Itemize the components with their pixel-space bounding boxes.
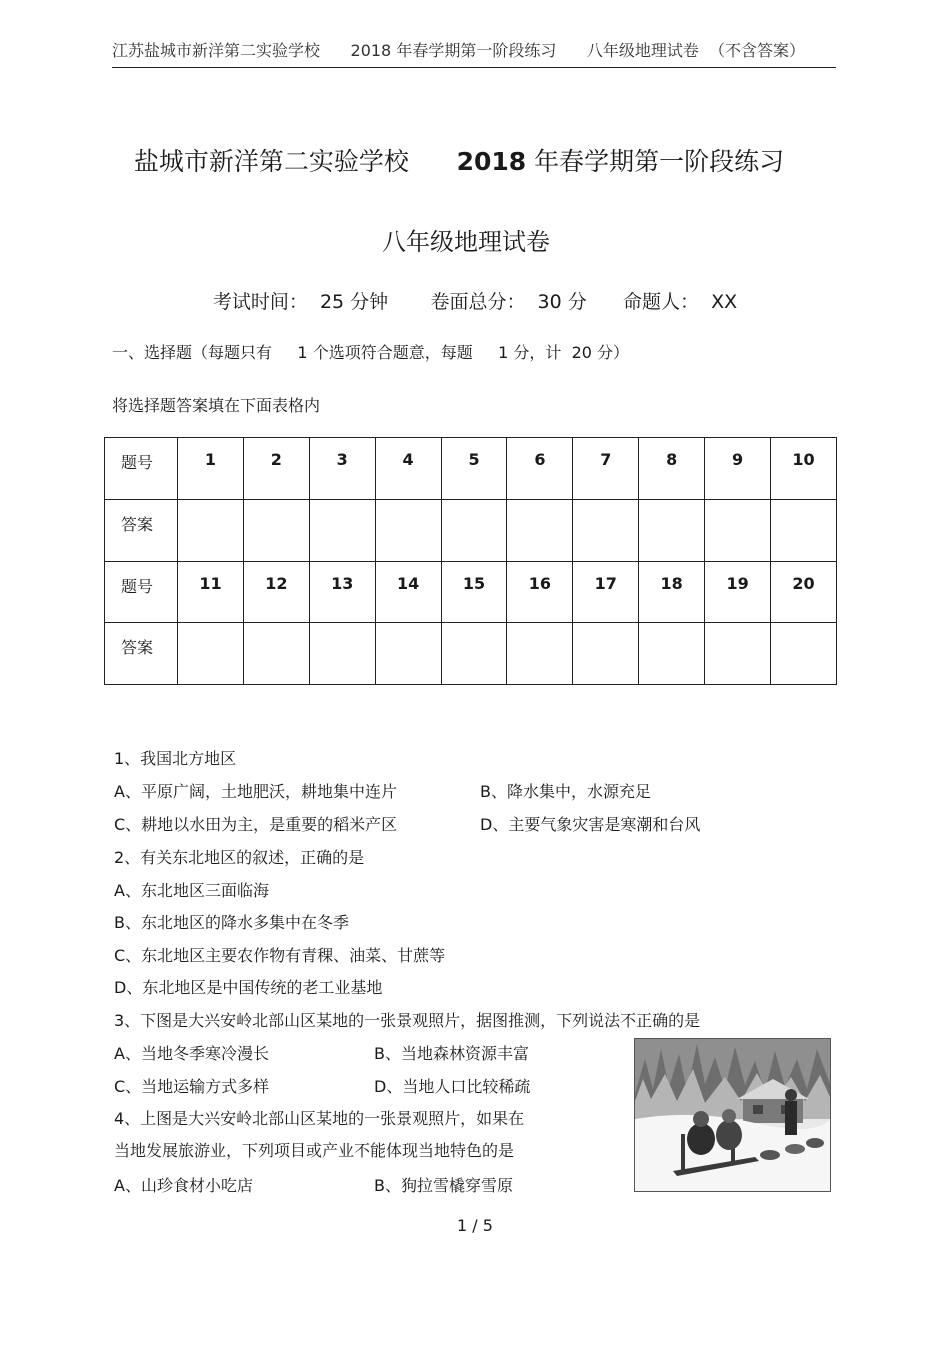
question-3-option-b: B、当地森林资源丰富 xyxy=(374,1044,529,1063)
question-number-cell: 10 xyxy=(771,438,837,500)
answer-cell[interactable] xyxy=(771,623,837,685)
answer-cell[interactable] xyxy=(441,623,507,685)
answer-cell[interactable] xyxy=(639,623,705,685)
question-2-option-c: C、东北地区主要农作物有青稞、油菜、甘蔗等 xyxy=(114,946,446,965)
section-heading: 一、选择题（每题只有 1 个选项符合题意，每题 1 分，计 20 分） xyxy=(112,343,630,362)
question-1-option-a: A、平原广阔，土地肥沃，耕地集中连片 xyxy=(114,782,397,801)
question-number-cell: 16 xyxy=(507,561,573,623)
question-number-cell: 14 xyxy=(375,561,441,623)
answer-cell[interactable] xyxy=(243,499,309,561)
running-header: 江苏盐城市新洋第二实验学校 2018 年春学期第一阶段练习 八年级地理试卷 （不含答案） xyxy=(112,41,806,60)
question-4-option-b: B、狗拉雪橇穿雪原 xyxy=(374,1176,513,1195)
question-number-cell: 7 xyxy=(573,438,639,500)
snow-scene-illustration xyxy=(635,1039,830,1191)
school-name: 盐城市新洋第二实验学校 xyxy=(133,147,409,176)
question-number-cell: 12 xyxy=(243,561,309,623)
question-number-cell: 18 xyxy=(639,561,705,623)
question-number-cell: 9 xyxy=(705,438,771,500)
question-2-option-b: B、东北地区的降水多集中在冬季 xyxy=(114,913,349,932)
answer-cell[interactable] xyxy=(178,623,244,685)
answer-cell[interactable] xyxy=(375,499,441,561)
question-1-option-b: B、降水集中，水源充足 xyxy=(480,782,651,801)
question-2-option-a: A、东北地区三面临海 xyxy=(114,881,269,900)
question-number-cell: 20 xyxy=(771,561,837,623)
exam-term: 年春学期第一阶段练习 xyxy=(534,147,785,176)
table-row xyxy=(105,561,837,623)
answer-cell[interactable] xyxy=(441,499,507,561)
question-number-cell: 17 xyxy=(573,561,639,623)
answer-cell[interactable] xyxy=(507,499,573,561)
answer-cell[interactable] xyxy=(771,499,837,561)
question-4-stem-continued: 当地发展旅游业，下列项目或产业不能体现当地特色的是 xyxy=(114,1141,515,1160)
question-number-cell: 6 xyxy=(507,438,573,500)
section-instruction: 将选择题答案填在下面表格内 xyxy=(112,396,321,415)
exam-year: 2018 xyxy=(456,147,527,176)
question-1-option-d: D、主要气象灾害是寒潮和台风 xyxy=(480,815,701,834)
question-number-cell: 1 xyxy=(178,438,244,500)
question-1-option-c: C、耕地以水田为主，是重要的稻米产区 xyxy=(114,815,398,834)
question-1-stem: 1、我国北方地区 xyxy=(114,749,237,768)
row-label: 答案 xyxy=(105,499,178,561)
table-row xyxy=(105,499,837,561)
answer-cell[interactable] xyxy=(705,623,771,685)
landscape-photo xyxy=(634,1038,831,1192)
row-label: 题号 xyxy=(105,438,178,500)
question-4-option-a: A、山珍食材小吃店 xyxy=(114,1176,253,1195)
question-number-cell: 13 xyxy=(309,561,375,623)
answer-cell[interactable] xyxy=(178,499,244,561)
answer-cell[interactable] xyxy=(375,623,441,685)
answer-cell[interactable] xyxy=(705,499,771,561)
page-number: 1 / 5 xyxy=(457,1216,493,1235)
answer-cell[interactable] xyxy=(309,499,375,561)
question-4-stem: 4、上图是大兴安岭北部山区某地的一张景观照片，如果在 xyxy=(114,1109,525,1128)
answer-cell[interactable] xyxy=(309,623,375,685)
answer-cell[interactable] xyxy=(573,623,639,685)
question-3-option-a: A、当地冬季寒冷漫长 xyxy=(114,1044,269,1063)
exam-meta: 考试时间： 25 分钟 卷面总分： 30 分 命题人： XX xyxy=(212,291,738,313)
question-number-cell: 8 xyxy=(639,438,705,500)
table-row xyxy=(105,438,837,500)
exam-title xyxy=(0,142,918,178)
answer-cell[interactable] xyxy=(639,499,705,561)
answer-cell[interactable] xyxy=(573,499,639,561)
row-label: 题号 xyxy=(105,561,178,623)
question-number-cell: 19 xyxy=(705,561,771,623)
table-row xyxy=(105,623,837,685)
header-rule xyxy=(112,67,836,68)
row-label: 答案 xyxy=(105,623,178,685)
question-2-stem: 2、有关东北地区的叙述，正确的是 xyxy=(114,848,365,867)
question-number-cell: 15 xyxy=(441,561,507,623)
answer-cell[interactable] xyxy=(243,623,309,685)
answer-table xyxy=(104,437,837,685)
question-2-option-d: D、东北地区是中国传统的老工业基地 xyxy=(114,978,383,997)
question-number-cell: 11 xyxy=(178,561,244,623)
question-number-cell: 5 xyxy=(441,438,507,500)
answer-cell[interactable] xyxy=(507,623,573,685)
question-3-option-d: D、当地人口比较稀疏 xyxy=(374,1077,531,1096)
exam-subject: 八年级地理试卷 xyxy=(382,228,550,256)
question-3-option-c: C、当地运输方式多样 xyxy=(114,1077,270,1096)
question-number-cell: 3 xyxy=(309,438,375,500)
question-3-stem: 3、下图是大兴安岭北部山区某地的一张景观照片，据图推测，下列说法不正确的是 xyxy=(114,1011,701,1030)
question-number-cell: 4 xyxy=(375,438,441,500)
question-number-cell: 2 xyxy=(243,438,309,500)
